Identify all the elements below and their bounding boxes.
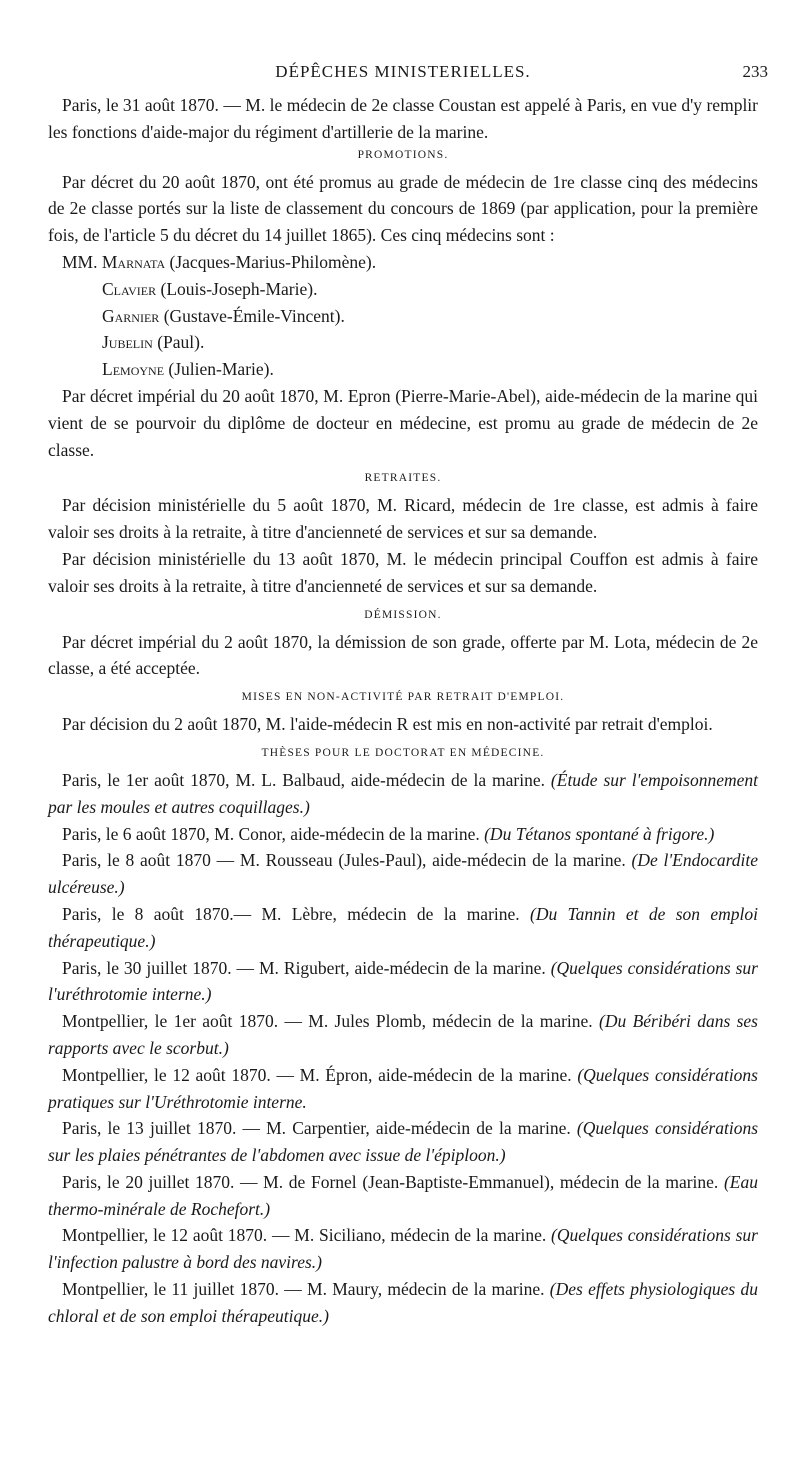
non-activite-paragraph: Par décision du 2 août 1870, M. l'aide-médecin R est mis en non-activité par retrait d'emploi. — [62, 714, 713, 735]
thesis-entry: Paris, le 8 août 1870 — M. Rousseau (Jules-Paul), aide-médecin de la marine. (De l'Endocardite ulcéreuse.) — [48, 850, 758, 898]
thesis-entry: Paris, le 8 août 1870.— M. Lèbre, médecin de la marine. (Du Tannin et de son emploi thérapeutique.) — [48, 903, 758, 951]
retraite-paragraph: Par décision ministérielle du 13 août 1870, M. le médecin principal Couffon est admis à faire valoir ses droits à la retraite, à titre d'ancienneté de services et sur sa demande. — [48, 548, 758, 596]
thesis-entry: Paris, le 30 juillet 1870. — M. Rigubert, aide-médecin de la marine. (Quelques considérations sur l'uréthrotomie interne.) — [48, 957, 758, 1005]
promoted-name: MM. Marnata (Jacques-Marius-Philomène). — [62, 251, 377, 272]
section-heading-demission: DÉMISSION. — [364, 608, 442, 621]
page-number: 233 — [742, 62, 768, 81]
theses-list — [48, 767, 758, 1330]
section-heading-theses: THÈSES POUR LE DOCTORAT EN MÉDECINE. — [261, 746, 545, 759]
section-heading-retraites: RETRAITES. — [364, 472, 442, 485]
promoted-names-list — [48, 249, 758, 383]
running-title: DÉPÊCHES MINISTERIELLES. — [275, 62, 531, 81]
thesis-entry: Montpellier, le 1er août 1870. — M. Jules Plomb, médecin de la marine. (Du Béribéri dans ses rapports avec le scorbut.) — [48, 1011, 758, 1058]
thesis-entry: Montpellier, le 12 août 1870. — M. Siciliano, médecin de la marine. (Quelques considérations sur l'infection palustre à bord des navires.) — [48, 1225, 758, 1273]
document-page — [48, 52, 768, 1330]
intro-paragraph: Paris, le 31 août 1870. — M. le médecin de 2e classe Coustan est appelé à Paris, en vue d'y remplir les fonctions d'aide-major du régiment d'artillerie de la marine. — [48, 95, 758, 142]
thesis-entry: Montpellier, le 11 juillet 1870. — M. Maury, médecin de la marine. (Des effets physiologiques du chloral et de son emploi thérapeutique.) — [48, 1279, 758, 1326]
promotions-paragraph: Par décret du 20 août 1870, ont été promus au grade de médecin de 1re classe cinq des médecins de 2e classe portés sur la liste de classement du concours de 1869 (par application, pour la première fois, de l'article 5 du décret du 14 juillet 1865). Ces cinq médecins sont : — [48, 171, 758, 246]
promotion-decree-paragraph: Par décret impérial du 20 août 1870, M. Epron (Pierre-Marie-Abel), aide-médecin de la marine qui vient de se pourvoir du diplôme de docteur en médecine, est promu au grade de médecin de 2e classe. — [48, 385, 758, 460]
demission-paragraph: Par décret impérial du 2 août 1870, la démission de son grade, offerte par M. Lota, médecin de 2e classe, a été acceptée. — [48, 631, 758, 679]
page-header — [48, 52, 768, 92]
promoted-name: Clavier (Louis-Joseph-Marie). — [102, 278, 318, 299]
promoted-name: Garnier (Gustave-Émile-Vincent). — [102, 305, 345, 326]
section-heading-non-activite: MISES EN NON-ACTIVITÉ PAR RETRAIT D'EMPLOI. — [241, 691, 565, 704]
promoted-name: Lemoyne (Julien-Marie). — [102, 359, 274, 380]
thesis-entry: Paris, le 1er août 1870, M. L. Balbaud, aide-médecin de la marine. (Étude sur l'empoisonnement par les moules et autres coquillages.) — [48, 769, 758, 817]
thesis-entry: Paris, le 20 juillet 1870. — M. de Fornel (Jean-Baptiste-Emmanuel), médecin de la marine. (Eau thermo-minérale de Rochefort.) — [48, 1171, 758, 1219]
thesis-entry: Paris, le 6 août 1870, M. Conor, aide-médecin de la marine. (Du Tétanos spontané à frigore.) — [62, 823, 715, 844]
thesis-entry: Montpellier, le 12 août 1870. — M. Épron, aide-médecin de la marine. (Quelques considérations pratiques sur l'Uréthrotomie interne. — [48, 1064, 758, 1112]
retraite-paragraph: Par décision ministérielle du 5 août 1870, M. Ricard, médecin de 1re classe, est admis à faire valoir ses droits à la retraite, à titre d'ancienneté de services et sur sa demande. — [48, 495, 758, 543]
thesis-entry: Paris, le 13 juillet 1870. — M. Carpentier, aide-médecin de la marine. (Quelques considérations sur les plaies pénétrantes de l'abdomen avec issue de l'épiploon.) — [48, 1118, 759, 1166]
promoted-name: Jubelin (Paul). — [102, 332, 205, 353]
section-heading-promotions: PROMOTIONS. — [357, 148, 449, 161]
